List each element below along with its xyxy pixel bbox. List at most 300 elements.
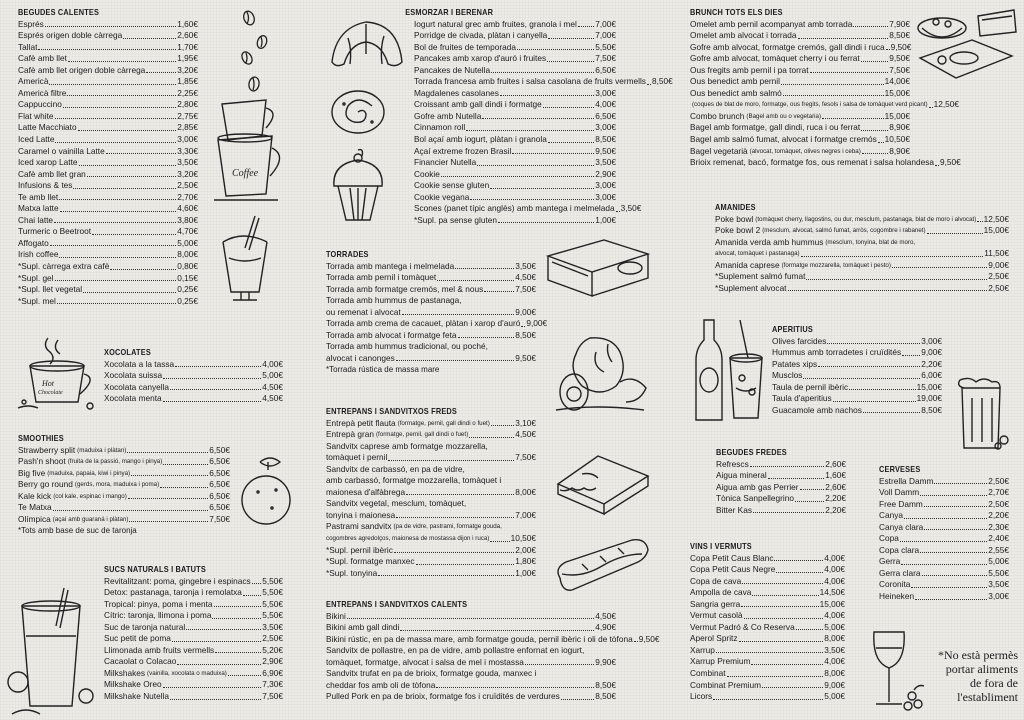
menu-item-note: (fruita de la passió, mango i pinya) (67, 458, 163, 466)
menu-item (715, 271, 1009, 283)
menu-item (879, 533, 1009, 545)
menu-item-name: Taula de pernil ibèric (772, 381, 849, 392)
menu-item-price: 4,00€ (824, 552, 845, 563)
dot-leader (929, 107, 933, 108)
menu-item-name: Croissant amb gall dindi i formatge (414, 99, 542, 110)
section-title: ESMORZAR I BERENAR (405, 8, 494, 17)
dot-leader (55, 142, 176, 143)
menu-item (772, 405, 942, 417)
dot-leader (170, 699, 261, 700)
menu-item-name: Llimonada amb fruits vermells (104, 644, 215, 655)
menu-item (18, 468, 230, 480)
section-title: VINS I VERMUTS (690, 542, 752, 551)
menu-item-name: Torrada amb hummus tradicional, ou poché, (326, 341, 488, 352)
menu-item (18, 203, 198, 215)
dot-leader (543, 107, 594, 108)
dot-leader (163, 378, 261, 379)
menu-item-price: 3,30€ (177, 145, 198, 156)
menu-item-price: 14,50€ (819, 587, 845, 598)
menu-item-price: 15,00€ (819, 598, 845, 609)
dot-leader (491, 425, 514, 426)
dot-leader (861, 61, 889, 62)
menu-item-price: 7,50€ (515, 283, 536, 294)
menu-item-price: 12,50€ (983, 213, 1009, 224)
menu-item-price: 6,50€ (209, 444, 230, 455)
menu-item-price: 9,00€ (988, 259, 1009, 270)
menu-item-name: Licors (690, 691, 713, 702)
menu-item-note: (formatge, pernil, gall dindi o fuet) (375, 431, 469, 439)
menu-item (18, 19, 198, 31)
menu-item-name: Cookie (414, 168, 440, 179)
menu-item-name: Olímpica (18, 513, 51, 524)
section-title: TORRADES (326, 250, 369, 259)
menu-item-name: Sandvitx de carbassó, en pa de vidre, (326, 463, 465, 474)
menu-item-name: Xocolata suissa (104, 370, 163, 381)
menu-list (18, 19, 198, 308)
dot-leader (73, 188, 176, 189)
menu-item-price: 8,00€ (515, 486, 536, 497)
menu-item-price: 3,50€ (177, 157, 198, 168)
menu-item-price: 2,50€ (988, 271, 1009, 282)
menu-item-price: 3,00€ (595, 87, 616, 98)
dot-leader (822, 118, 884, 119)
dot-leader (490, 541, 509, 542)
menu-item-price: 4,00€ (824, 575, 845, 586)
menu-item-name: Sangria gerra (690, 598, 741, 609)
menu-item-price: 19,00€ (916, 393, 942, 404)
dot-leader (521, 326, 525, 327)
dot-leader (752, 595, 818, 596)
dot-leader (491, 72, 594, 73)
dot-leader (616, 211, 620, 212)
menu-item (414, 76, 673, 88)
menu-item-price: 2,50€ (988, 475, 1009, 486)
menu-item (326, 533, 536, 545)
menu-item-price: 5,00€ (824, 621, 845, 632)
dot-leader (853, 26, 888, 27)
menu-item-price: 10,50€ (884, 133, 910, 144)
dot-leader (827, 343, 920, 344)
dot-leader (801, 256, 984, 257)
cinnamon-roll-icon (330, 86, 386, 136)
menu-item-name: Xocolata menta (104, 393, 162, 404)
menu-item-name: Chai latte (18, 214, 54, 225)
menu-item-price: 7,50€ (515, 452, 536, 463)
menu-item (18, 30, 198, 42)
dot-leader (849, 389, 916, 390)
dot-leader (455, 268, 514, 269)
menu-item-name: Cookie sense gluten (414, 180, 490, 191)
menu-item (18, 479, 230, 491)
section-vins (690, 542, 845, 703)
menu-item-name: Turmeric o Beetroot (18, 226, 92, 237)
menu-item (18, 502, 230, 514)
dot-leader (163, 687, 262, 688)
menu-item-price: 2,20€ (921, 358, 942, 369)
menu-item-price: 7,50€ (209, 513, 230, 524)
menu-item-name: Xarrup Premium (690, 656, 751, 667)
menu-item-price: 3,50€ (515, 260, 536, 271)
menu-item-price: 3,00€ (988, 590, 1009, 601)
menu-item-price: 2,30€ (988, 521, 1009, 532)
menu-item (690, 134, 910, 146)
dot-leader (744, 618, 824, 619)
menu-item-note: (Bagel amb ou o vegetaria) (746, 112, 822, 120)
menu-item (326, 680, 616, 692)
cupcake-icon (328, 146, 388, 226)
menu-item-price: 9,00€ (824, 679, 845, 690)
menu-item (104, 393, 283, 405)
menu-item (414, 215, 616, 227)
menu-item-price: 4,00€ (824, 564, 845, 575)
menu-item-name: Bagel vegetarià (690, 145, 748, 156)
menu-item-price: 5,50€ (262, 587, 283, 598)
menu-item-name: *Supl. formatge manxec (326, 556, 415, 567)
menu-item (326, 330, 536, 342)
dot-leader (716, 652, 823, 653)
dot-leader (146, 72, 176, 73)
menu-item (772, 359, 942, 371)
svg-text:Chocolate: Chocolate (38, 390, 63, 396)
menu-list (879, 476, 1009, 603)
menu-item-price: 5,50€ (262, 575, 283, 586)
menu-item (716, 470, 846, 482)
menu-item-price: 5,00€ (262, 370, 283, 381)
dot-leader (59, 257, 176, 258)
menu-item (104, 599, 283, 611)
menu-item (690, 76, 910, 88)
dot-leader (123, 38, 176, 39)
menu-item-price: 6,90€ (262, 667, 283, 678)
menu-item-note: (gerds, mora, maduixa i poma) (74, 481, 160, 489)
menu-item (690, 42, 910, 54)
dot-leader (60, 211, 177, 212)
menu-item-name: Caramel o vainilla Latte (18, 145, 105, 156)
menu-item (326, 622, 616, 634)
menu-item (690, 587, 845, 599)
menu-item-name: Refrescs (716, 458, 749, 469)
dot-leader (934, 483, 987, 484)
menu-item (690, 576, 845, 588)
dot-leader (800, 489, 825, 490)
dot-leader (129, 521, 208, 522)
menu-item (104, 656, 283, 668)
menu-item-price: 8,00€ (177, 249, 198, 260)
bottles-icon (690, 318, 770, 426)
menu-item-name: Sandvitx vegetal, mesclum, tomàquet, (326, 498, 467, 509)
section-title: BEGUDES FREDES (716, 448, 787, 457)
menu-item (18, 180, 198, 192)
menu-item-name: Detox: pastanaga, taronja i remolatxa (104, 587, 242, 598)
dot-leader (59, 199, 176, 200)
menu-item-price: 8,50€ (921, 404, 942, 415)
dot-leader (525, 664, 594, 665)
menu-item-name: Cookie vegana (414, 191, 470, 202)
menu-item-price: 6,50€ (209, 490, 230, 501)
menu-item-name: Te Matxa (18, 502, 52, 513)
menu-item-price: 6,50€ (595, 64, 616, 75)
menu-item (414, 19, 616, 31)
menu-item (414, 157, 616, 169)
dot-leader (163, 464, 208, 465)
menu-item (414, 146, 616, 158)
menu-item-price: 8,50€ (595, 691, 616, 702)
menu-item-name: *Suplement salmó fumat (715, 271, 806, 282)
menu-item-price: 9,90€ (595, 656, 616, 667)
menu-item-price: 2,50€ (988, 498, 1009, 509)
menu-item-price: 15,00€ (983, 225, 1009, 236)
notice-line: portar aliments (945, 662, 1018, 676)
dot-leader (54, 222, 176, 223)
menu-item (690, 633, 845, 645)
dot-leader (79, 165, 177, 166)
section-smoothies (18, 434, 230, 536)
menu-item-name: Ous fregits amb pernil i pa torrat (690, 64, 809, 75)
menu-item-price: 3,50€ (595, 157, 616, 168)
menu-item-name: Matxa latte (18, 203, 59, 214)
menu-item (879, 556, 1009, 568)
menu-item-name: Gerra clara (879, 567, 921, 578)
footnote: *Tots amb base de suc de taronja (18, 526, 137, 536)
menu-item (18, 445, 230, 457)
menu-item-name: Bol de fruites de temporada (414, 41, 516, 52)
menu-item (772, 393, 942, 405)
menu-item-name: Americà (18, 76, 49, 87)
menu-item-name: Gerra (879, 556, 901, 567)
menu-item-price: 9,00€ (526, 318, 548, 329)
menu-item (18, 134, 198, 146)
menu-item-price: 7,50€ (889, 64, 910, 75)
dot-leader (50, 245, 176, 246)
section-brunch (690, 8, 961, 169)
menu-item-name: Cappuccino (18, 99, 62, 110)
menu-item (326, 633, 660, 646)
menu-item (18, 65, 198, 77)
menu-item (414, 169, 616, 181)
menu-item-price: 4,00€ (824, 610, 845, 621)
dot-leader (83, 292, 176, 293)
menu-item-name: tomàquet, formatge, alvocat i salsa de mel i mostassa (326, 656, 524, 667)
dot-leader (861, 130, 888, 131)
menu-item (326, 464, 536, 476)
dot-leader (402, 314, 515, 315)
dot-leader (175, 366, 261, 367)
dot-leader (396, 360, 515, 361)
dot-leader (45, 26, 176, 27)
menu-list (690, 18, 961, 169)
menu-item (326, 341, 536, 353)
menu-item-name: amb carbassó, formatge mozzarella, tomàquet i (326, 475, 502, 486)
menu-item-price: 7,00€ (595, 18, 616, 29)
menu-item (690, 65, 910, 77)
dot-leader (796, 629, 824, 630)
menu-item-price: 1,60€ (825, 470, 846, 481)
dot-leader (63, 107, 176, 108)
menu-item-name: Xocolata canyella (104, 381, 170, 392)
menu-item (104, 633, 283, 645)
dot-leader (128, 498, 208, 499)
menu-item-name: Tònica Sanpellegrino (716, 493, 794, 504)
menu-item-name: Americà filtre (18, 87, 67, 98)
dot-leader (727, 676, 824, 677)
dot-leader (243, 595, 261, 596)
dot-leader (477, 165, 594, 166)
dot-leader (512, 153, 594, 154)
menu-item-name: Free Damm (879, 498, 923, 509)
menu-item-price: 9,50€ (515, 352, 536, 363)
menu-item (414, 111, 616, 123)
menu-item (326, 545, 536, 557)
menu-item-name: maionesa d'alfàbrega (326, 486, 406, 497)
menu-item (326, 318, 548, 330)
notice-line: *No està permès (938, 648, 1018, 662)
dot-leader (127, 452, 208, 453)
menu-item-price: 3,20€ (177, 168, 198, 179)
menu-item (326, 475, 536, 487)
menu-item-price: 2,25€ (177, 87, 198, 98)
dot-leader (67, 95, 176, 96)
dot-leader (578, 26, 594, 27)
menu-item (690, 30, 910, 42)
menu-item (326, 452, 536, 464)
menu-item (715, 283, 1009, 295)
menu-item-name: Torrada amb alvocat i formatge feta (326, 329, 457, 340)
section-begudes-fredes (716, 448, 846, 516)
menu-item-name: *Supl. tonyina (326, 567, 378, 578)
menu-item-name: Bitter Kas (716, 504, 752, 515)
menu-item-name: Gofre amb Nutella (414, 110, 482, 121)
menu-item-price: 10,50€ (510, 532, 536, 543)
menu-item-price: 3,50€ (262, 621, 283, 632)
menu-item (326, 307, 536, 319)
menu-item-name: Bagel amb salmó fumat, alvocat i formatge cremós (690, 133, 877, 144)
menu-item-name: Financier Nutella (414, 157, 477, 168)
menu-item (326, 657, 616, 669)
menu-item-name: Sandvitx caprese amb formatge mozzarella, (326, 440, 488, 451)
menu-item (690, 645, 845, 657)
menu-item-note: alvocat, tomàquet i pastanaga) (715, 250, 800, 258)
menu-item-price: 2,50€ (988, 282, 1009, 293)
menu-item-name: Esprés origen doble càrrega (18, 30, 123, 41)
menu-item-note: (mesclum, alvocat, salmó fumat, arròs, cogombre i rabanet) (762, 227, 926, 235)
menu-item-name: Copa (879, 533, 899, 544)
menu-item (414, 53, 616, 65)
notice-line: l'establiment (957, 690, 1018, 704)
menu-item-name: Ous benedict amb pernil (690, 76, 780, 87)
menu-item (690, 656, 845, 668)
menu-item-name: Torrada amb crema de cacauet, plàtan i xarop d'auró (326, 318, 521, 329)
svg-text:Hot: Hot (42, 379, 54, 388)
dot-leader (924, 529, 987, 530)
menu-item-price: 0,25€ (177, 295, 198, 306)
dot-leader (774, 560, 823, 561)
menu-item (326, 568, 536, 580)
menu-item (104, 691, 283, 703)
menu-item (18, 122, 198, 134)
menu-item-price: 4,60€ (177, 203, 198, 214)
menu-item-name: Combinat (690, 667, 726, 678)
menu-item-price: 5,50€ (988, 567, 1009, 578)
menu-item-price: 7,90€ (889, 18, 910, 29)
menu-item-note: (vainilla, xocolata o maduixa) (147, 669, 227, 677)
menu-item (18, 53, 198, 65)
menu-item (716, 505, 846, 517)
menu-item (104, 668, 283, 680)
menu-item (772, 347, 942, 359)
menu-item-name: Coronita (879, 579, 911, 590)
menu-item-name: *Suplement alvocat (715, 282, 787, 293)
menu-item-price: 3,00€ (595, 191, 616, 202)
menu-item-name: Flat white (18, 110, 54, 121)
menu-list (690, 553, 845, 703)
menu-item (690, 146, 910, 158)
menu-item (18, 42, 198, 54)
menu-item-name: Iced Latte (18, 133, 55, 144)
menu-item-price: 3,10€ (515, 417, 536, 428)
menu-item-price: 1,00€ (515, 567, 536, 578)
menu-item-name: Bikini rústic, en pa de massa mare, amb formatge gouda, pernil ibèric i oli de tòfona (326, 633, 633, 644)
dot-leader (750, 466, 825, 467)
dot-leader (131, 475, 208, 476)
menu-item (104, 370, 283, 382)
menu-item (326, 429, 536, 441)
menu-item-name: Entrepà petit flauta (326, 417, 396, 428)
menu-item-price: 0,80€ (177, 260, 198, 271)
menu-item (690, 88, 910, 100)
dot-leader (548, 142, 594, 143)
menu-item (326, 556, 536, 568)
section-title: BRUNCH TOTS ELS DIES (690, 8, 783, 17)
menu-item-price: 6,50€ (209, 479, 230, 490)
dot-leader (215, 652, 261, 653)
menu-item-note: (alvocat, tomàquet, olives negres i ceba) (749, 147, 861, 155)
menu-item-name: Pancakes amb xarop d'auró i fruites (414, 53, 547, 64)
hot-chocolate-icon (14, 336, 104, 416)
menu-item-note: (maduixa, papaia, kiwi i pinya) (47, 469, 131, 477)
dot-leader (416, 564, 515, 565)
menu-item-price: 2,60€ (825, 458, 846, 469)
menu-item-price: 1,70€ (177, 41, 198, 52)
menu-item (18, 514, 230, 526)
menu-item (879, 568, 1009, 580)
brunch-plates-icon (912, 6, 1020, 82)
menu-item-name: Amanida caprese (715, 259, 780, 270)
menu-item-name: Brioix remenat, bacó, formatge fos, ous remenat i salsa holandesa (690, 157, 934, 168)
menu-item-name: Latte Macchiato (18, 122, 77, 133)
menu-item-price: 9,50€ (595, 145, 616, 156)
menu-item-name: Esprés (18, 18, 44, 29)
dot-leader (798, 38, 889, 39)
menu-item-name: Milkshake Nutella (104, 690, 170, 701)
menu-item-name: Te amb llet (18, 191, 59, 202)
menu-item (715, 248, 1009, 260)
menu-list (104, 359, 283, 405)
menu-item-name: Ous benedict amb salmó (690, 87, 782, 98)
menu-item-name: Cafè amb llet (18, 53, 67, 64)
dot-leader (212, 618, 261, 619)
dot-leader (53, 510, 209, 511)
menu-list (326, 418, 536, 580)
menu-item-name: Poke bowl 2 (715, 225, 761, 236)
menu-item (18, 76, 198, 88)
menu-item-name: Pulled Pork en pa de brioix, formatge fos i cruïdités de verdures (326, 691, 560, 702)
menu-item (715, 214, 1009, 226)
dot-leader (561, 699, 594, 700)
menu-item-name: Gofre amb alvocat, tomàquet cherry i ou ferrat (690, 53, 860, 64)
outside-food-notice (926, 648, 1018, 704)
menu-item-name: Affogato (18, 237, 49, 248)
menu-item-note: (pa de vidre, pastrami, formatge gouda, (393, 523, 502, 531)
